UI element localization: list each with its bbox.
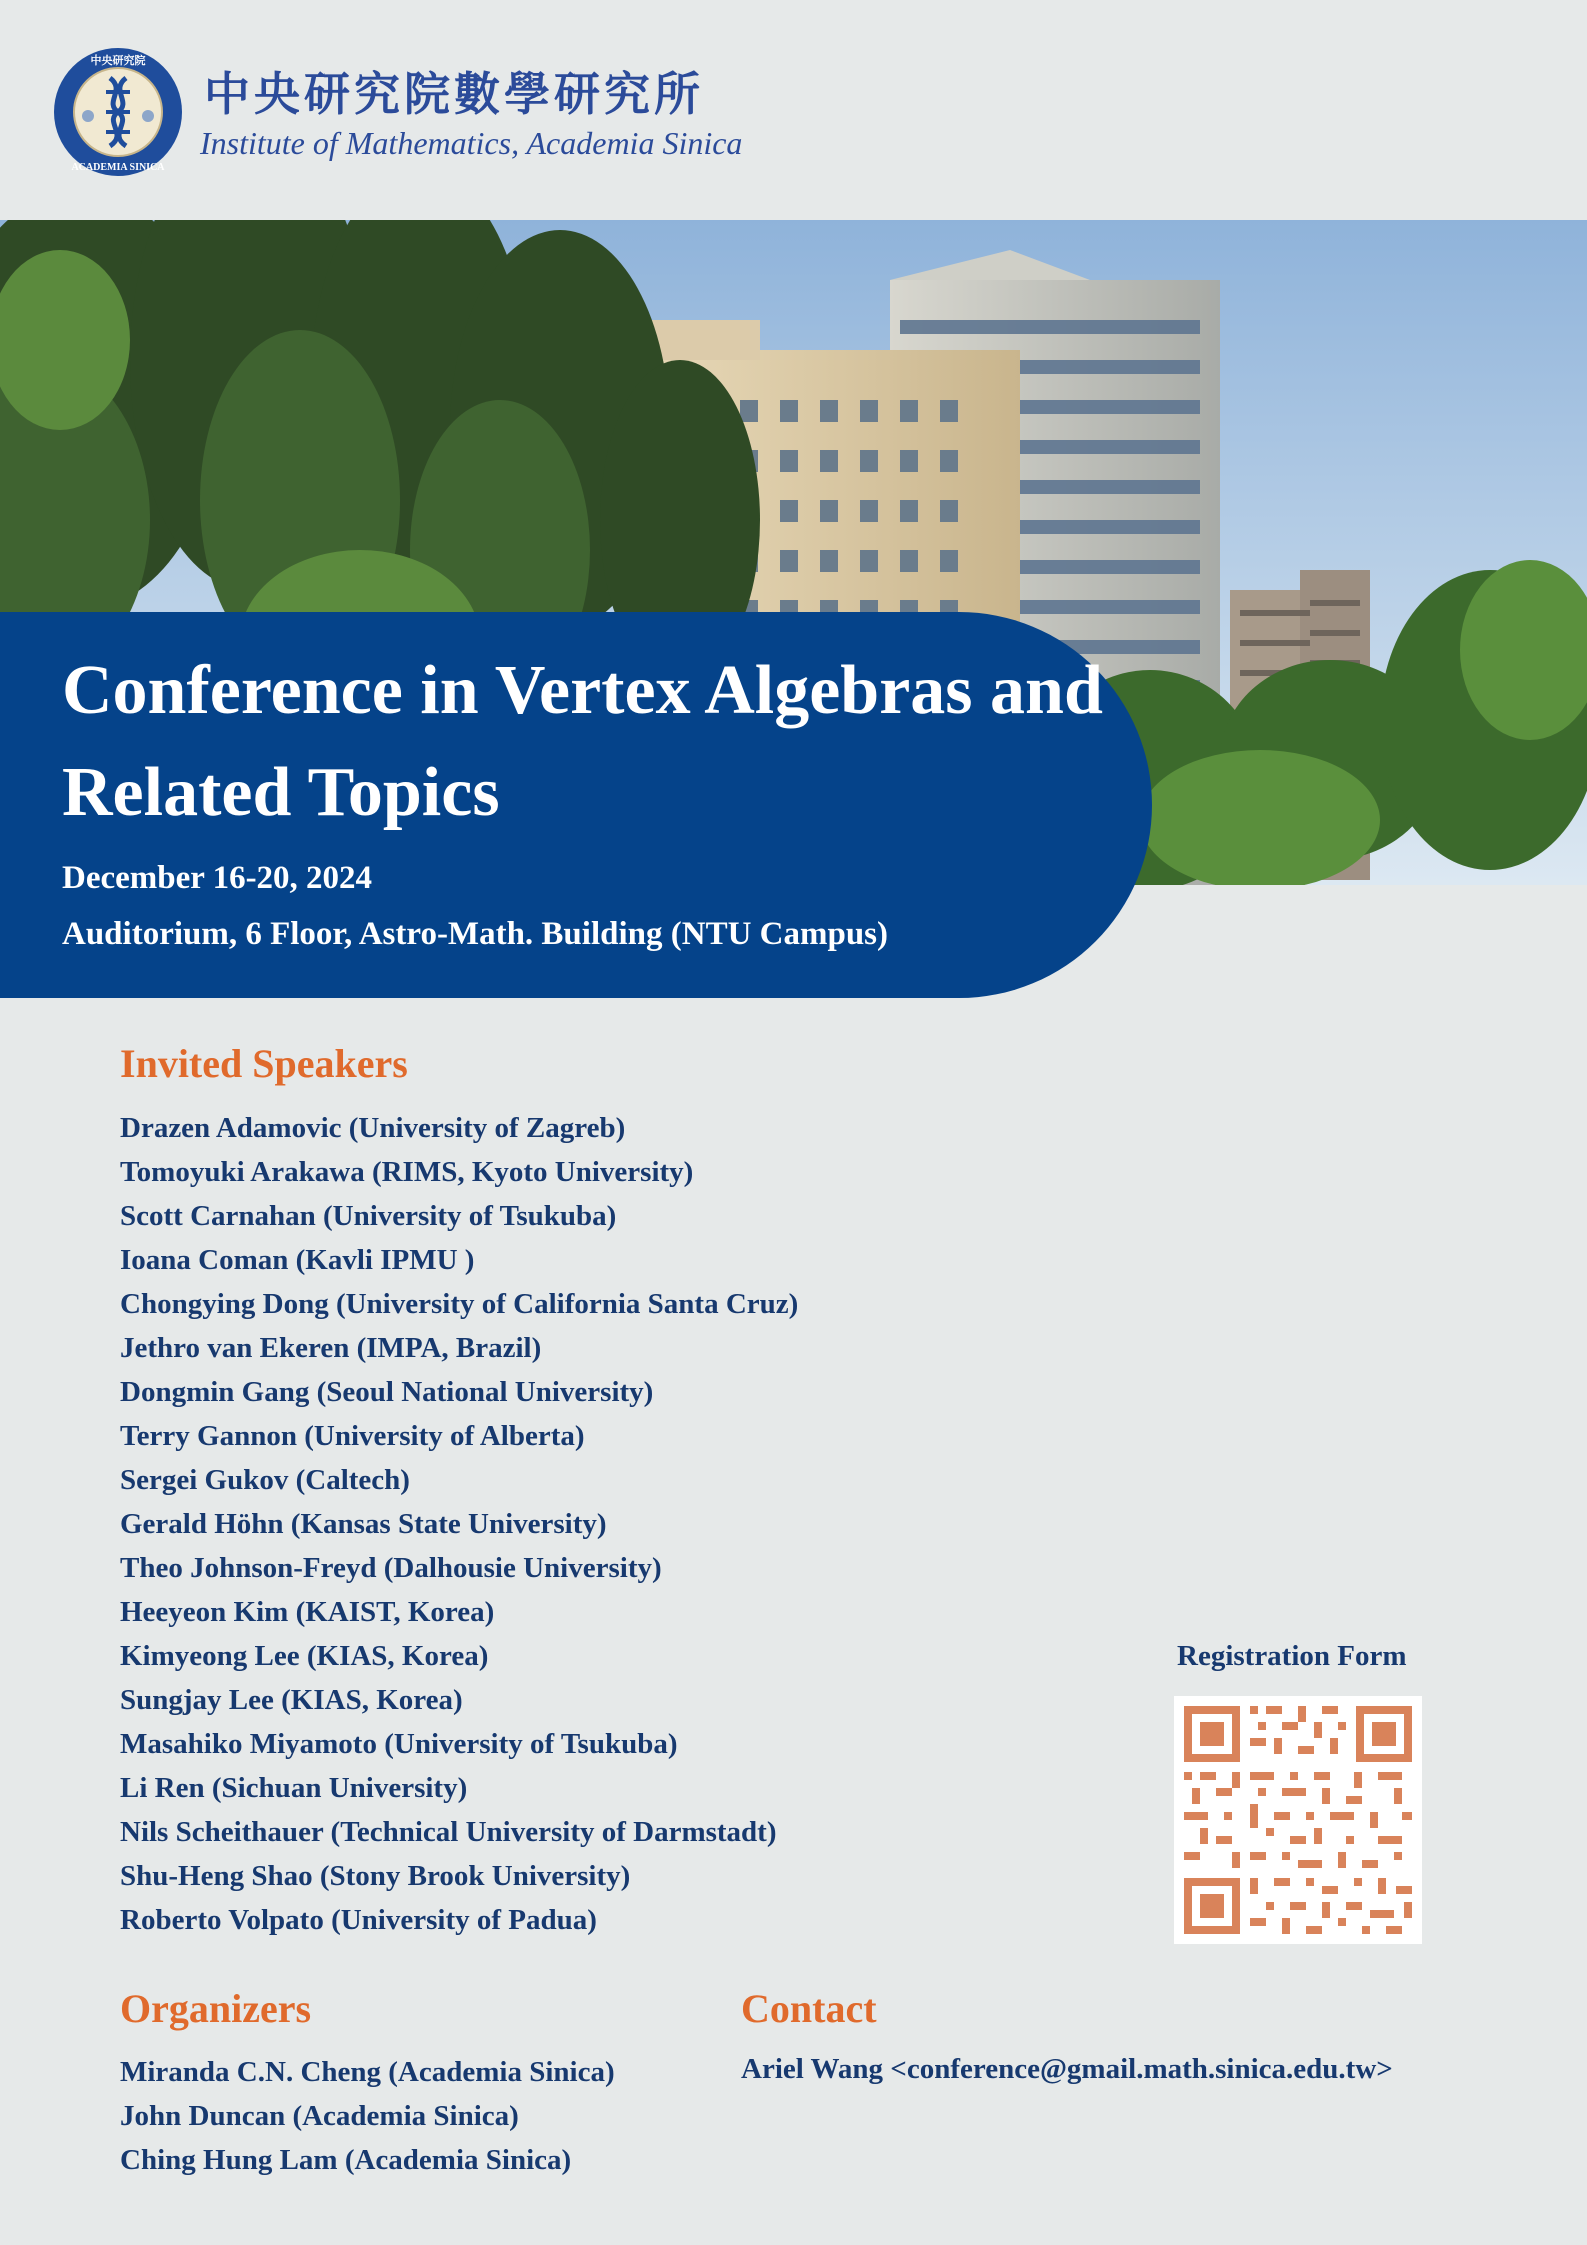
institute-name-english: Institute of Mathematics, Academia Sinica [200, 125, 743, 161]
institute-name-chinese: 中央研究院數學研究所 [204, 67, 704, 121]
conference-venue: Auditorium, 6 Floor, Astro-Math. Building (NTU Campus) [62, 916, 889, 952]
speaker-item: Heeyeon Kim (KAIST, Korea) [120, 1596, 495, 1628]
speaker-item: Gerald Höhn (Kansas State University) [120, 1508, 607, 1540]
conference-title: Conference in Vertex Algebras and Related Topics [62, 652, 1103, 831]
academia-sinica-seal-icon [52, 46, 184, 178]
speaker-item: Terry Gannon (University of Alberta) [120, 1420, 585, 1452]
speaker-item: Li Ren (Sichuan University) [120, 1772, 468, 1804]
contact-email[interactable]: Ariel Wang <conference@gmail.math.sinica.edu.tw> [741, 2053, 1393, 2085]
speaker-item: Chongying Dong (University of California Santa Cruz) [120, 1288, 799, 1320]
speaker-item: Sergei Gukov (Caltech) [120, 1464, 410, 1496]
invited-speakers-list [120, 1106, 798, 1942]
organizer-item: John Duncan (Academia Sinica) [120, 2100, 519, 2132]
conference-date: December 16-20, 2024 [62, 860, 373, 896]
registration-qr-code[interactable] [1174, 1696, 1422, 1944]
seal-ring-text: ACADEMIA SINICA [71, 162, 165, 173]
contact-heading: Contact [741, 1986, 877, 2031]
seal-top-text: 中央研究院 [90, 54, 146, 67]
organizer-item: Miranda C.N. Cheng (Academia Sinica) [120, 2056, 615, 2088]
speaker-item: Ioana Coman (Kavli IPMU ) [120, 1244, 475, 1276]
speaker-item: Dongmin Gang (Seoul National University) [120, 1376, 654, 1408]
speaker-item: Theo Johnson-Freyd (Dalhousie University) [120, 1552, 662, 1584]
speaker-item: Shu-Heng Shao (Stony Brook University) [120, 1860, 631, 1892]
speaker-item: Drazen Adamovic (University of Zagreb) [120, 1112, 626, 1144]
speaker-item: Scott Carnahan (University of Tsukuba) [120, 1200, 617, 1232]
speaker-item: Tomoyuki Arakawa (RIMS, Kyoto University) [120, 1156, 694, 1188]
invited-speakers-heading: Invited Speakers [120, 1041, 408, 1086]
organizer-item: Ching Hung Lam (Academia Sinica) [120, 2144, 572, 2176]
speaker-item: Kimyeong Lee (KIAS, Korea) [120, 1640, 489, 1672]
organizers-heading: Organizers [120, 1986, 312, 2031]
header [0, 0, 1587, 220]
speaker-item: Nils Scheithauer (Technical University of Darmstadt) [120, 1816, 777, 1848]
registration-form-label: Registration Form [1177, 1640, 1407, 1672]
speaker-item: Jethro van Ekeren (IMPA, Brazil) [120, 1332, 542, 1364]
organizers-list [120, 2050, 615, 2182]
speaker-item: Roberto Volpato (University of Padua) [120, 1904, 597, 1936]
speaker-item: Sungjay Lee (KIAS, Korea) [120, 1684, 463, 1716]
speaker-item: Masahiko Miyamoto (University of Tsukuba) [120, 1728, 678, 1760]
